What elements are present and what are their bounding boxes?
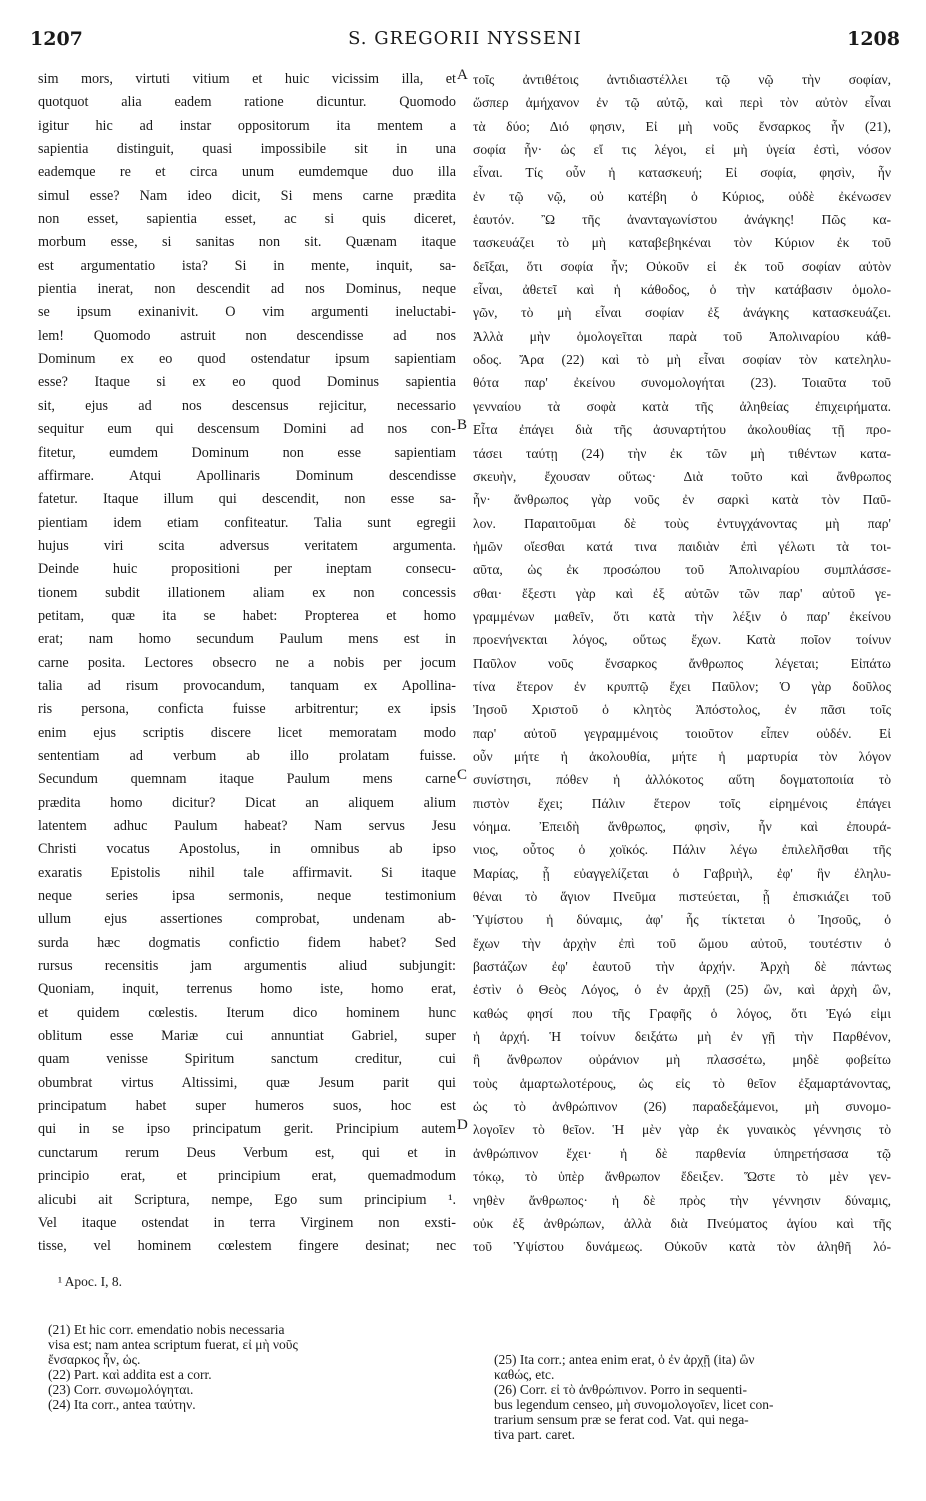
text-line: se ipsum exinanivit. O vim argumenti ineluctabi- xyxy=(38,304,456,321)
text-line: Christi vocatus Apostolus, in omnibus ab ipso xyxy=(38,841,456,858)
footnote-line: visa est; nam antea scriptum fuerat, εἰ μὴ νοῦς xyxy=(48,1337,298,1352)
text-line: Dominum ex eo quod ostendatur ipsum sapientiam xyxy=(38,351,456,368)
text-line: τὰ δύο; Διό φησιν, Εἰ μὴ νοῦς ἔνσαρκος ἦν (21), xyxy=(473,118,891,134)
text-line: Παῦλον νοῦς ἔνσαρκος ἄνθρωπος λέγεται; Εἰπάτω xyxy=(473,655,891,671)
text-line: sententiam ad verbum ab illo prolatam fuisse. xyxy=(38,747,456,764)
text-line: principatum habet super humeros suos, hoc est xyxy=(38,1098,456,1115)
text-line: simul esse? Nam ideo dicit, Si mens carne prædita xyxy=(38,187,456,204)
text-line: tionem subdit illationem aliam ex non concessis xyxy=(38,584,456,601)
text-line: βαστάζων ἐφ' ἑαυτοῦ τὴν ἀρχήν. Ἀρχὴ δὲ πάντως xyxy=(473,959,891,975)
text-line: νηθὲν ἄνθρωπος· ἡ δὲ πρὸς τὴν γέννησιν δύναμις, xyxy=(473,1192,891,1208)
text-line: ἦν· ἄνθρωπος γὰρ νοῦς ἐν σαρκὶ κατὰ τὸν Παῦ- xyxy=(473,492,891,508)
text-line: Ἰησοῦ Χριστοῦ ὁ κλητὸς Ἀπόστολος, ἐν πᾶσι τοῖς xyxy=(473,702,891,718)
text-line: quam venisse Spiritum sanctum creditur, cui xyxy=(38,1051,456,1068)
text-line: cunctarum rerum Deus Verbum est, qui et in xyxy=(38,1144,456,1161)
text-line: οὖν μήτε ἡ ἀκολουθία, μήτε ἡ μαρτυρία τὸν λόγον xyxy=(473,748,891,764)
text-line: lem! Quomodo astruit non descendisse ad nos xyxy=(38,327,456,344)
text-line: ἀνθρώπινον ἔχει· ἡ δὲ παρθενία ὑπηρετήσασα τῷ xyxy=(473,1145,891,1161)
text-line: hujus viri scita adversus veritatem argumenta. xyxy=(38,537,456,554)
text-line: προενήνεκται λόγος, οὕτως ἔχων. Κατὰ ποῖον τοίνυν xyxy=(473,632,891,648)
text-line: σκευὴν, ἔχουσαν οὕτως· Διὰ τοῦτο καὶ ἄνθρωπος xyxy=(473,468,891,484)
text-line: νόημα. Ἐπειδὴ ἄνθρωπος, φησὶν, ἦν καὶ ἐπουρά- xyxy=(473,819,891,834)
latin-column xyxy=(38,68,456,1259)
text-line: petitam, quæ ita se habet: Propterea et homo xyxy=(38,607,456,624)
text-line: νιος, οὗτος ὁ χοϊκός. Πάλιν λέγω ἐπιλελῆσθαι τῆς xyxy=(473,842,891,858)
text-line: ὥσπερ ἀμήχανον ἐν τῷ αὐτῷ, καὶ περὶ τὸν αὐτὸν εἶναι xyxy=(473,95,891,111)
text-line: λογοῖεν τὸ θεῖον. Ἡ μὲν γὰρ ἐκ γυναικὸς γέννησις τὸ xyxy=(473,1122,891,1138)
text-line: ἡμῶν οἴεσθαι κατά τινα παιδιὰν ἐπὶ γέλωτι τὰ τοι- xyxy=(473,538,891,554)
margin-letter-c: C xyxy=(457,767,468,783)
text-line: ἐστὶν ὁ Θεὸς Λόγος, ὁ ἐν ἀρχῇ (25) ὢν, καὶ ἀρχὴ ὢν, xyxy=(473,982,891,998)
text-line: δεῖξαι, ὅτι σοφία ἦν; Οὐκοῦν εἰ ἐκ τοῦ σοφίαν αὐτὸν xyxy=(473,258,891,274)
text-line: prædita homo dicitur? Dicat an aliquem alium xyxy=(38,794,456,811)
text-line: obumbrat virtus Altissimi, quæ Jesum parit qui xyxy=(38,1074,456,1091)
text-line: ἔχων τὴν ἀρχὴν ἐπὶ τοῦ ὤμου αὐτοῦ, τουτέστιν ὁ xyxy=(473,935,891,951)
page-number-right: 1208 xyxy=(847,28,900,50)
text-line: ἐν τῷ νῷ, οὐ κατέβη ὁ Κύριος, οὐδὲ ἐκένωσεν xyxy=(473,188,891,204)
text-line: sit, ejus ad nos descensus rejicitur, necessario xyxy=(38,397,456,414)
text-line: τοῦ Ὑψίστου δυνάμεως. Οὐκοῦν κατὰ τὸν ἀληθῆ λό- xyxy=(473,1239,891,1255)
footnotes-left xyxy=(48,1322,448,1412)
text-line: qui in se ipso principatum gerit. Principium autem xyxy=(38,1121,456,1138)
text-line: ris persona, conficta fuisse arbitrentur; ex ipsis xyxy=(38,701,456,718)
text-line: τασκευάζει τὸ μὴ καταβεβηκέναι τὸν Κύριον ἐκ τοῦ xyxy=(473,235,891,251)
text-line: τόκῳ, τὸ ὑπὲρ ἄνθρωπον ἔδειξεν. Ὥστε τὸ μὲν γεν- xyxy=(473,1169,891,1185)
text-line: talia ad risum provocandum, tanquam ex Apollina- xyxy=(38,677,456,694)
text-line: surda hæc dogmatis confictio fidem habet? Sed xyxy=(38,934,456,951)
footnote-line: ἔνσαρκος ἦν, ὡς. xyxy=(48,1352,141,1367)
text-line: τίνα ἕτερον ἐν κρυπτῷ ἔχει Παῦλον; Ὁ γὰρ δοῦλος xyxy=(473,678,891,694)
text-line: οὐκ ἐξ ἀνθρώπων, ἀλλὰ διὰ Πνεύματος ἁγίου καὶ τῆς xyxy=(473,1215,891,1231)
text-line: τοὺς ἁμαρτωλοτέρους, ὡς εἰς τὸ θεῖον ἐξαμαρτάνοντας, xyxy=(473,1075,891,1091)
text-line: sequitur eum qui descensum Domini ad nos con- xyxy=(38,421,456,438)
text-line: Εἶτα ἐπάγει διὰ τῆς ἀσυναρτήτου ἀκολουθίας τῇ προ- xyxy=(473,422,891,438)
text-line: εἶναι. Τίς οὖν ἡ κατασκευή; Εἰ σοφία, φησὶν, ἦν xyxy=(473,165,891,181)
text-line: affirmare. Atqui Apollinaris Dominum descendisse xyxy=(38,467,456,484)
text-line: Vel itaque ostendat in terra Virginem non exsti- xyxy=(38,1214,456,1231)
margin-letter-d: D xyxy=(457,1117,468,1133)
text-line: λον. Παραιτοῦμαι δὲ τοὺς ἐντυγχάνοντας μὴ παρ' xyxy=(473,515,891,531)
page-header xyxy=(30,28,900,58)
text-line: Ὑψίστου ἡ δύναμις, ἀφ' ἧς τίκτεται ὁ Ἰησοῦς, ὁ xyxy=(473,912,891,928)
text-line: Ἀλλὰ μὴν ὁμολογεῖται παρὰ τοῦ Ἀπολιναρίου κάθ- xyxy=(473,328,891,344)
text-line: σοφία ἦν· ὡς εἴ τις λέγοι, εἰ μὴ ὑγεία ἐστὶ, νόσον xyxy=(473,142,891,158)
text-line: Quoniam, inquit, terrenus homo iste, homo erat, xyxy=(38,981,456,998)
margin-letter-b: B xyxy=(457,417,468,433)
text-line: θέναι τὸ ἅγιον Πνεῦμα πιστεύεται, ᾗ ἐπισκιάζει τοῦ xyxy=(473,889,891,905)
greek-column xyxy=(473,68,891,1259)
footnote-line: (26) Corr. εἰ τὸ ἀνθρώπινον. Porro in sequenti- xyxy=(494,1382,747,1397)
footnote-line: (25) Ita corr.; antea enim erat, ὁ ἐν ἀρχῇ (ita) ὢν xyxy=(494,1352,755,1367)
text-line: enim ejus scriptis discere licet memoratam modo xyxy=(38,724,456,741)
text-line: sim mors, virtuti vitium et huic vicissim illa, et xyxy=(38,71,456,87)
text-line: αῦτα, ὡς ἐκ προσώπου τοῦ Ἀπολιναρίου συμπλάσσε- xyxy=(473,562,891,578)
text-line: fatetur. Itaque illum qui descendit, non esse sa- xyxy=(38,491,456,508)
text-line: γενναίου τὰ σοφὰ κατὰ τῆς ἀληθείας ἐπιχειρήματα. xyxy=(473,398,891,414)
text-line: συνίστησι, πόθεν ἡ ἀλλόκοτος αὕτη δογματοποιία τὸ xyxy=(473,772,891,788)
text-line: et quidem cœlestis. Iterum dico hominem hunc xyxy=(38,1004,456,1021)
text-line: erat; nam homo secundum Paulum mens est in xyxy=(38,631,456,648)
text-line: carne posita. Lectores obsecro ne a nobis per jocum xyxy=(38,654,456,671)
footnote-line: καθώς, etc. xyxy=(494,1367,555,1382)
text-line: neque series ipsa sermonis, neque testimonium xyxy=(38,888,456,905)
text-line: fitetur, eumdem Dominum non esse sapientiam xyxy=(38,444,456,461)
text-line: καθώς φησί που τῆς Γραφῆς ὁ λόγος, ὅτι Ἐγώ εἰμι xyxy=(473,1005,891,1021)
margin-letter-a: A xyxy=(457,67,468,83)
text-line: ἑαυτόν. Ὢ τῆς ἀνανταγωνίστου ἀνάγκης! Πῶς κα- xyxy=(473,212,891,228)
text-line: est argumentatio ista? Si in mente, inquit, sa- xyxy=(38,257,456,274)
text-line: τοῖς ἀντιθέτοις ἀντιδιαστέλλει τῷ νῷ τὴν σοφίαν, xyxy=(473,72,891,87)
footnote-line: bus legendum censeo, μὴ συνομολογοῖεν, licet con- xyxy=(494,1397,774,1412)
text-line: ullum ejus assertiones comprobat, undenam ab- xyxy=(38,911,456,928)
text-line: latentem adhuc Paulum habeat? Nam servus Jesu xyxy=(38,818,456,834)
running-title: S. GREGORII NYSSENI xyxy=(348,28,582,49)
scripture-note: ¹ Apoc. I, 8. xyxy=(58,1274,123,1289)
text-line: οδος. Ἄρα (22) καὶ τὸ μὴ εἶναι σοφίαν τὸν κατεληλυ- xyxy=(473,352,891,368)
footnote-line: (21) Et hic corr. emendatio nobis necessaria xyxy=(48,1322,285,1337)
text-line: pientiam idem etiam confiteatur. Talia sunt egregii xyxy=(38,514,456,531)
text-line: alicubi ait Scriptura, nempe, Ego sum principium ¹. xyxy=(38,1191,456,1208)
footnotes-right xyxy=(494,1352,894,1442)
footnote-line: (22) Part. καὶ addita est a corr. xyxy=(48,1367,212,1382)
text-line: sapientia distinguit, quasi impossibile sit in una xyxy=(38,141,456,158)
text-line: παρ' αὐτοῦ γεγραμμένοις τοιοῦτον εἶπεν οὐδέν. Εἰ xyxy=(473,725,891,741)
text-line: non esset, sapientia esset, ac si quis diceret, xyxy=(38,211,456,228)
text-line: Secundum quemnam itaque Paulum mens carne xyxy=(38,771,456,788)
text-line: Μαρίας, ᾗ εὐαγγελίζεται ὁ Γαβριὴλ, ἐφ' ἣν ἐληλυ- xyxy=(473,865,891,881)
footnote-line: (24) Ita corr., antea ταύτην. xyxy=(48,1397,196,1412)
text-line: τάσει ταύτῃ (24) τὴν ἐκ τῶν μὴ τιθέντων κατα- xyxy=(473,445,891,461)
footnote-line: tiva part. caret. xyxy=(494,1427,575,1442)
text-line: igitur hic ad instar oppositorum ita mentem a xyxy=(38,117,456,134)
text-line: pientia inerat, non descendit ad nos Dominus, neque xyxy=(38,281,456,298)
text-line: θότα παρ' ἐκείνου συνομολογήται (23). Τοιαῦτα τοῦ xyxy=(473,375,891,391)
text-line: eademque re et circa unum eumdemque duo illa xyxy=(38,164,456,181)
text-line: oblitum esse Mariæ cui annuntiat Gabriel, super xyxy=(38,1028,456,1045)
text-line: γῶν, τὸ μὴ εἶναι σοφίαν ἐξ ἀνάγκης κατασκευάζει. xyxy=(473,305,891,321)
text-line: σθαι· ἔξεστι γὰρ καὶ ἐξ αὐτῶν τῶν παρ' αὐτοῦ γε- xyxy=(473,585,891,601)
text-line: ἡ ἀρχή. Ἡ τοίνυν δειξάτω μὴ ἐν γῇ τὴν Παρθένον, xyxy=(473,1029,891,1045)
text-line: rursus recensitis jam argumentis aliud subjungit: xyxy=(38,958,456,975)
text-line: γραμμένων μαθεῖν, ὅτι κατὰ τὴν λέξιν ὁ παρ' ἐκείνου xyxy=(473,608,891,624)
text-line: exaratis Epistolis nihil tale affirmavit. Si itaque xyxy=(38,864,456,881)
page-number-left: 1207 xyxy=(30,28,83,50)
text-line: ὡς τὸ ἀνθρώπινον (26) παραδεξάμενοι, μὴ συνομο- xyxy=(473,1099,891,1115)
text-line: esse? Itaque si ex eo quod Dominus sapientia xyxy=(38,374,456,391)
text-line: quotquot alia eadem ratione dicuntur. Quomodo xyxy=(38,94,456,111)
text-line: πιστὸν ἔχει; Πάλιν ἕτερον τοῖς εἰρημένοις ἐπάγει xyxy=(473,795,891,811)
footnote-line: (23) Corr. συνωμολόγηται. xyxy=(48,1382,194,1397)
text-line: principio erat, et principium erat, quemadmodum xyxy=(38,1168,456,1185)
text-line: εἶναι, ἀθετεῖ καὶ ἡ κάθοδος, ὁ τὴν κατάβασιν ὁμολο- xyxy=(473,282,891,298)
footnote-line: trarium sensum præ se ferat cod. Vat. qui nega- xyxy=(494,1412,749,1427)
text-line: morbum esse, si sanitas non sit. Quænam itaque xyxy=(38,234,456,251)
text-line: tisse, vel hominem cœlestem fingere desinat; nec xyxy=(38,1238,456,1255)
text-line: ἢ ἄνθρωπον οὐράνιον μὴ πλασσέτω, μηδὲ φοβείτω xyxy=(473,1052,891,1068)
text-line: Deinde huic propositioni per ineptam consecu- xyxy=(38,561,456,578)
